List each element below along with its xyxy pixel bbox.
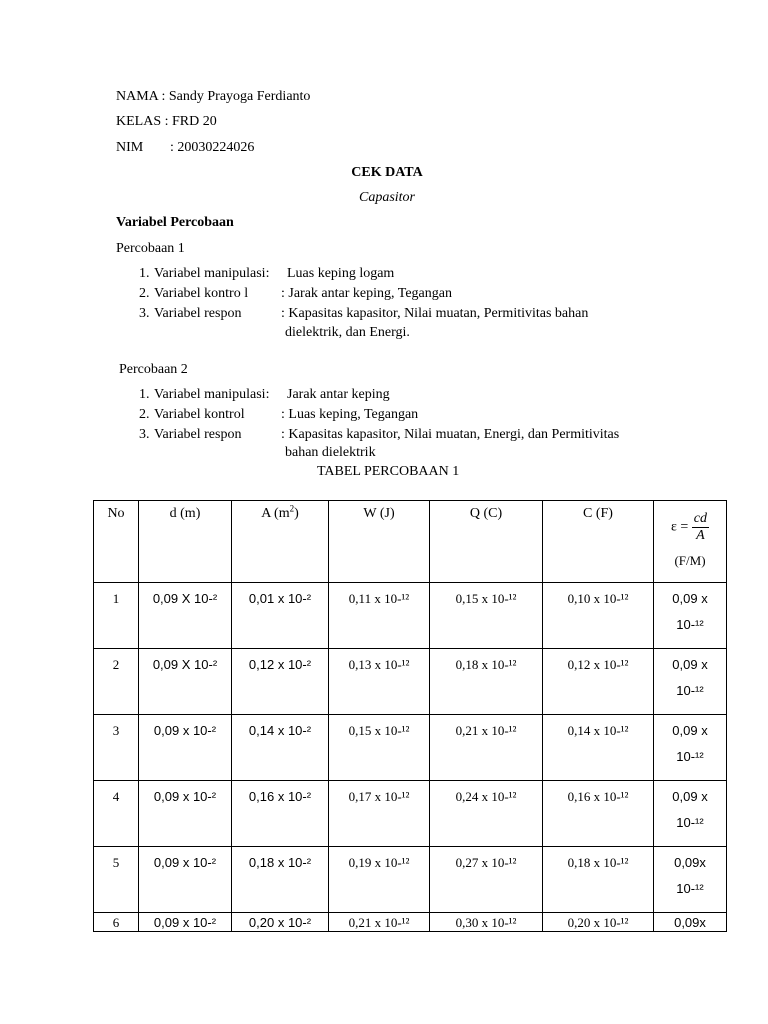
p2-item-3-continuation: bahan dielektrik	[285, 445, 376, 460]
page-title: CEK DATA	[351, 165, 423, 180]
cell-no: 4	[94, 781, 139, 847]
p2-item-2-name: Variabel kontrol	[154, 407, 245, 422]
p1-item-1-name: Variabel manipulasi:	[154, 266, 270, 281]
formula-fraction	[692, 511, 709, 544]
student-class: KELAS : FRD 20	[116, 114, 217, 129]
cell-q: 0,24 x 10-¹²	[430, 781, 543, 847]
cell-d: 0,09 x 10-²	[139, 781, 232, 847]
table-row	[94, 583, 727, 649]
p1-item-3-value: : Kapasitas kapasitor, Nilai muatan, Permitivitas bahan	[281, 306, 589, 321]
cell-q: 0,21 x 10-¹²	[430, 715, 543, 781]
cell-d: 0,09 x 10-²	[139, 913, 232, 932]
cell-permittivity-line1: 0,09 x	[672, 723, 708, 738]
cell-c: 0,20 x 10-¹²	[543, 913, 654, 932]
cell-c: 0,12 x 10-¹²	[543, 649, 654, 715]
header-a-base: A (m	[261, 506, 290, 521]
header-a	[232, 501, 329, 583]
table-row	[94, 649, 727, 715]
p1-item-2-value: : Jarak antar keping, Tegangan	[281, 286, 452, 301]
formula-numerator: cd	[693, 511, 707, 526]
header-a-sup: 2	[289, 503, 295, 514]
header-c: C (F)	[543, 501, 654, 583]
cell-a: 0,14 x 10-²	[232, 715, 329, 781]
cell-q: 0,15 x 10-¹²	[430, 583, 543, 649]
cell-w: 0,13 x 10-¹²	[329, 649, 430, 715]
cell-no: 3	[94, 715, 139, 781]
p1-item-3-name: Variabel respon	[154, 306, 242, 321]
cell-c: 0,14 x 10-¹²	[543, 715, 654, 781]
p2-item-3-name: Variabel respon	[154, 427, 242, 442]
cell-permittivity	[654, 715, 727, 781]
cell-a: 0,20 x 10-²	[232, 913, 329, 932]
page-subtitle: Capasitor	[358, 190, 415, 205]
cell-no: 2	[94, 649, 139, 715]
cell-c: 0,16 x 10-¹²	[543, 781, 654, 847]
permittivity-formula	[671, 511, 709, 544]
p1-item-1-num: 1.	[139, 266, 150, 281]
cell-w: 0,11 x 10-¹²	[329, 583, 430, 649]
cell-q: 0,18 x 10-¹²	[430, 649, 543, 715]
cell-permittivity-line2: 10-¹²	[676, 815, 704, 830]
cell-a: 0,12 x 10-²	[232, 649, 329, 715]
cell-d: 0,09 X 10-²	[139, 583, 232, 649]
cell-permittivity	[654, 583, 727, 649]
header-q: Q (C)	[430, 501, 543, 583]
epsilon-symbol: ε =	[671, 519, 689, 535]
table-row	[94, 847, 727, 913]
cell-a: 0,01 x 10-²	[232, 583, 329, 649]
table-row	[94, 781, 727, 847]
cell-q: 0,27 x 10-¹²	[430, 847, 543, 913]
percobaan-1-label: Percobaan 1	[116, 241, 185, 256]
cell-permittivity-line1: 0,09 x	[672, 657, 708, 672]
p2-item-1-name: Variabel manipulasi:	[154, 387, 270, 402]
student-nim-label: NIM	[116, 140, 144, 155]
p2-item-3-num: 3.	[139, 427, 150, 442]
header-d: d (m)	[139, 501, 232, 583]
cell-a: 0,18 x 10-²	[232, 847, 329, 913]
p2-item-2-value: : Luas keping, Tegangan	[281, 407, 419, 422]
cell-no: 6	[94, 913, 139, 932]
cell-permittivity-line1: 0,09 x	[672, 591, 708, 606]
p2-item-2-num: 2.	[139, 407, 150, 422]
cell-w: 0,15 x 10-¹²	[329, 715, 430, 781]
cell-q: 0,30 x 10-¹²	[430, 913, 543, 932]
p1-item-2-name: Variabel kontro l	[154, 286, 249, 301]
cell-permittivity: 0,09x	[654, 913, 727, 932]
cell-permittivity-line2: 10-¹²	[676, 617, 704, 632]
cell-permittivity-line1: 0,09 x	[672, 789, 708, 804]
table-row	[94, 715, 727, 781]
cell-no: 5	[94, 847, 139, 913]
cell-permittivity-line2: 10-¹²	[676, 683, 704, 698]
cell-w: 0,19 x 10-¹²	[329, 847, 430, 913]
p2-item-3-value: : Kapasitas kapasitor, Nilai muatan, Energi, dan Permitivitas	[281, 427, 620, 442]
p1-item-3-continuation: dielektrik, dan Energi.	[285, 325, 410, 340]
cell-d: 0,09 x 10-²	[139, 715, 232, 781]
cell-permittivity-line2: 10-¹²	[676, 881, 704, 896]
section-heading: Variabel Percobaan	[116, 215, 234, 230]
experiment-table	[93, 500, 727, 932]
student-nim-value: : 20030224026	[170, 140, 255, 155]
formula-denominator: A	[696, 528, 705, 543]
table-title: TABEL PERCOBAAN 1	[317, 464, 460, 479]
cell-permittivity	[654, 847, 727, 913]
p1-item-3-num: 3.	[139, 306, 150, 321]
p2-item-1-num: 1.	[139, 387, 150, 402]
cell-a: 0,16 x 10-²	[232, 781, 329, 847]
percobaan-2-label: Percobaan 2	[119, 362, 188, 377]
cell-c: 0,18 x 10-¹²	[543, 847, 654, 913]
cell-w: 0,17 x 10-¹²	[329, 781, 430, 847]
cell-c: 0,10 x 10-¹²	[543, 583, 654, 649]
table-row	[94, 913, 727, 932]
header-permittivity	[654, 501, 727, 583]
student-name: NAMA : Sandy Prayoga Ferdianto	[116, 89, 311, 104]
cell-permittivity-line1: 0,09x	[674, 855, 706, 870]
cell-d: 0,09 x 10-²	[139, 847, 232, 913]
table-header-row	[94, 501, 727, 583]
header-a-close: )	[294, 506, 299, 521]
permittivity-unit: (F/M)	[674, 553, 706, 568]
cell-d: 0,09 X 10-²	[139, 649, 232, 715]
p1-item-1-value: Luas keping logam	[287, 266, 395, 281]
header-w: W (J)	[329, 501, 430, 583]
p2-item-1-value: Jarak antar keping	[287, 387, 390, 402]
header-no: No	[94, 501, 139, 583]
cell-permittivity	[654, 649, 727, 715]
p1-item-2-num: 2.	[139, 286, 150, 301]
cell-w: 0,21 x 10-¹²	[329, 913, 430, 932]
cell-permittivity	[654, 781, 727, 847]
cell-permittivity-line2: 10-¹²	[676, 749, 704, 764]
cell-no: 1	[94, 583, 139, 649]
